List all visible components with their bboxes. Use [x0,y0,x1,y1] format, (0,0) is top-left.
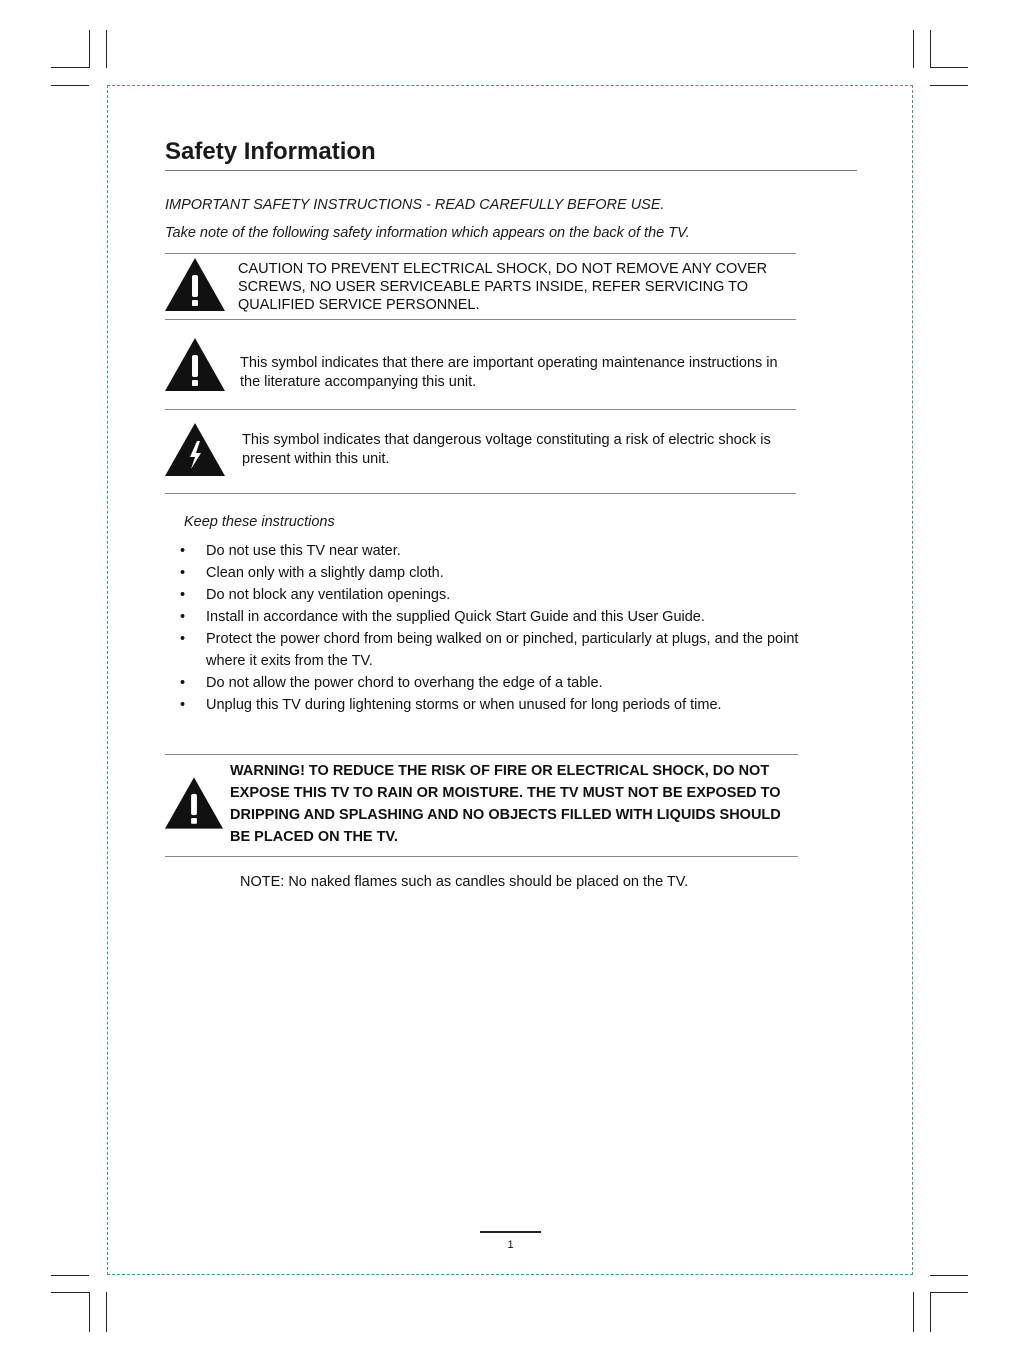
divider [165,409,796,410]
bullet: • [180,675,186,691]
crop-mark [930,1292,931,1332]
crop-mark [51,1292,89,1293]
bullet: • [180,631,186,647]
list-item-text: Clean only with a slightly damp cloth. [206,565,444,581]
caution-text: CAUTION TO PREVENT ELECTRICAL SHOCK, DO NOT REMOVE ANY COVER SCREWS, NO USER SERVICEABLE PARTS INSIDE, REFER SERVICING TO QUALIFIED SERVICE PERSONNEL. [238,261,768,313]
list-item [180,694,800,716]
crop-mark [51,67,89,68]
page-number: 1 [507,1239,514,1251]
divider [165,253,796,254]
crop-mark [51,1275,89,1276]
divider [165,319,796,320]
warning-text: WARNING! TO REDUCE THE RISK OF FIRE OR ELECTRICAL SHOCK, DO NOT EXPOSE THIS TV TO RAIN OR MOISTURE. THE TV MUST NOT BE EXPOSED TO DRIPPING AND SPLASHING AND NO OBJECTS FILLED WITH LIQUIDS SHOULD BE PLACED ON THE TV. [230,763,781,845]
exclamation-triangle-icon [165,776,223,830]
crop-mark [930,30,931,68]
crop-mark [930,67,968,68]
note-text: NOTE: No naked flames such as candles should be placed on the TV. [240,874,689,890]
list-item-text: Do not block any ventilation openings. [206,587,451,603]
crop-mark [89,1292,90,1332]
title-divider [165,170,857,171]
crop-mark [89,30,90,68]
list-item [180,606,800,628]
crop-mark [106,1292,107,1332]
list-item-text: Unplug this TV during lightening storms or when unused for long periods of time. [206,697,722,713]
instructions-list [180,540,800,716]
crop-mark [913,1292,914,1332]
list-item [180,584,800,606]
list-item-text: Protect the power chord from being walked on or pinched, particularly at plugs, and the point where it exits from the TV. [206,631,799,669]
divider [165,493,796,494]
exclamation-triangle-icon [165,258,225,311]
list-item-text: Install in accordance with the supplied Quick Start Guide and this User Guide. [206,609,705,625]
crop-mark [51,85,89,86]
instructions-heading: Keep these instructions [184,514,335,530]
page-number-rule [480,1231,541,1233]
crop-mark [930,1292,968,1293]
crop-mark [930,85,968,86]
exclamation-triangle-icon [165,338,225,391]
list-item [180,672,800,694]
symbol-description: This symbol indicates that dangerous voltage constituting a risk of electric shock is present within this unit. [242,432,771,467]
bullet: • [180,543,186,559]
list-item-text: Do not use this TV near water. [206,543,401,559]
list-item [180,540,800,562]
crop-mark [930,1275,968,1276]
page-title: Safety Information [165,138,376,165]
list-item [180,628,800,672]
take-note-text: Take note of the following safety information which appears on the back of the TV. [165,225,690,241]
list-item-text: Do not allow the power chord to overhang the edge of a table. [206,675,603,691]
important-heading: IMPORTANT SAFETY INSTRUCTIONS - READ CAREFULLY BEFORE USE. [165,197,665,213]
bullet: • [180,565,186,581]
list-item [180,562,800,584]
crop-mark [106,30,107,68]
bullet: • [180,609,186,625]
divider [165,754,798,755]
lightning-triangle-icon [165,423,225,476]
crop-mark [913,30,914,68]
divider [165,856,798,857]
bullet: • [180,697,186,713]
symbol-description: This symbol indicates that there are important operating maintenance instructions in the literature accompanying this unit. [240,355,778,390]
bullet: • [180,587,186,603]
